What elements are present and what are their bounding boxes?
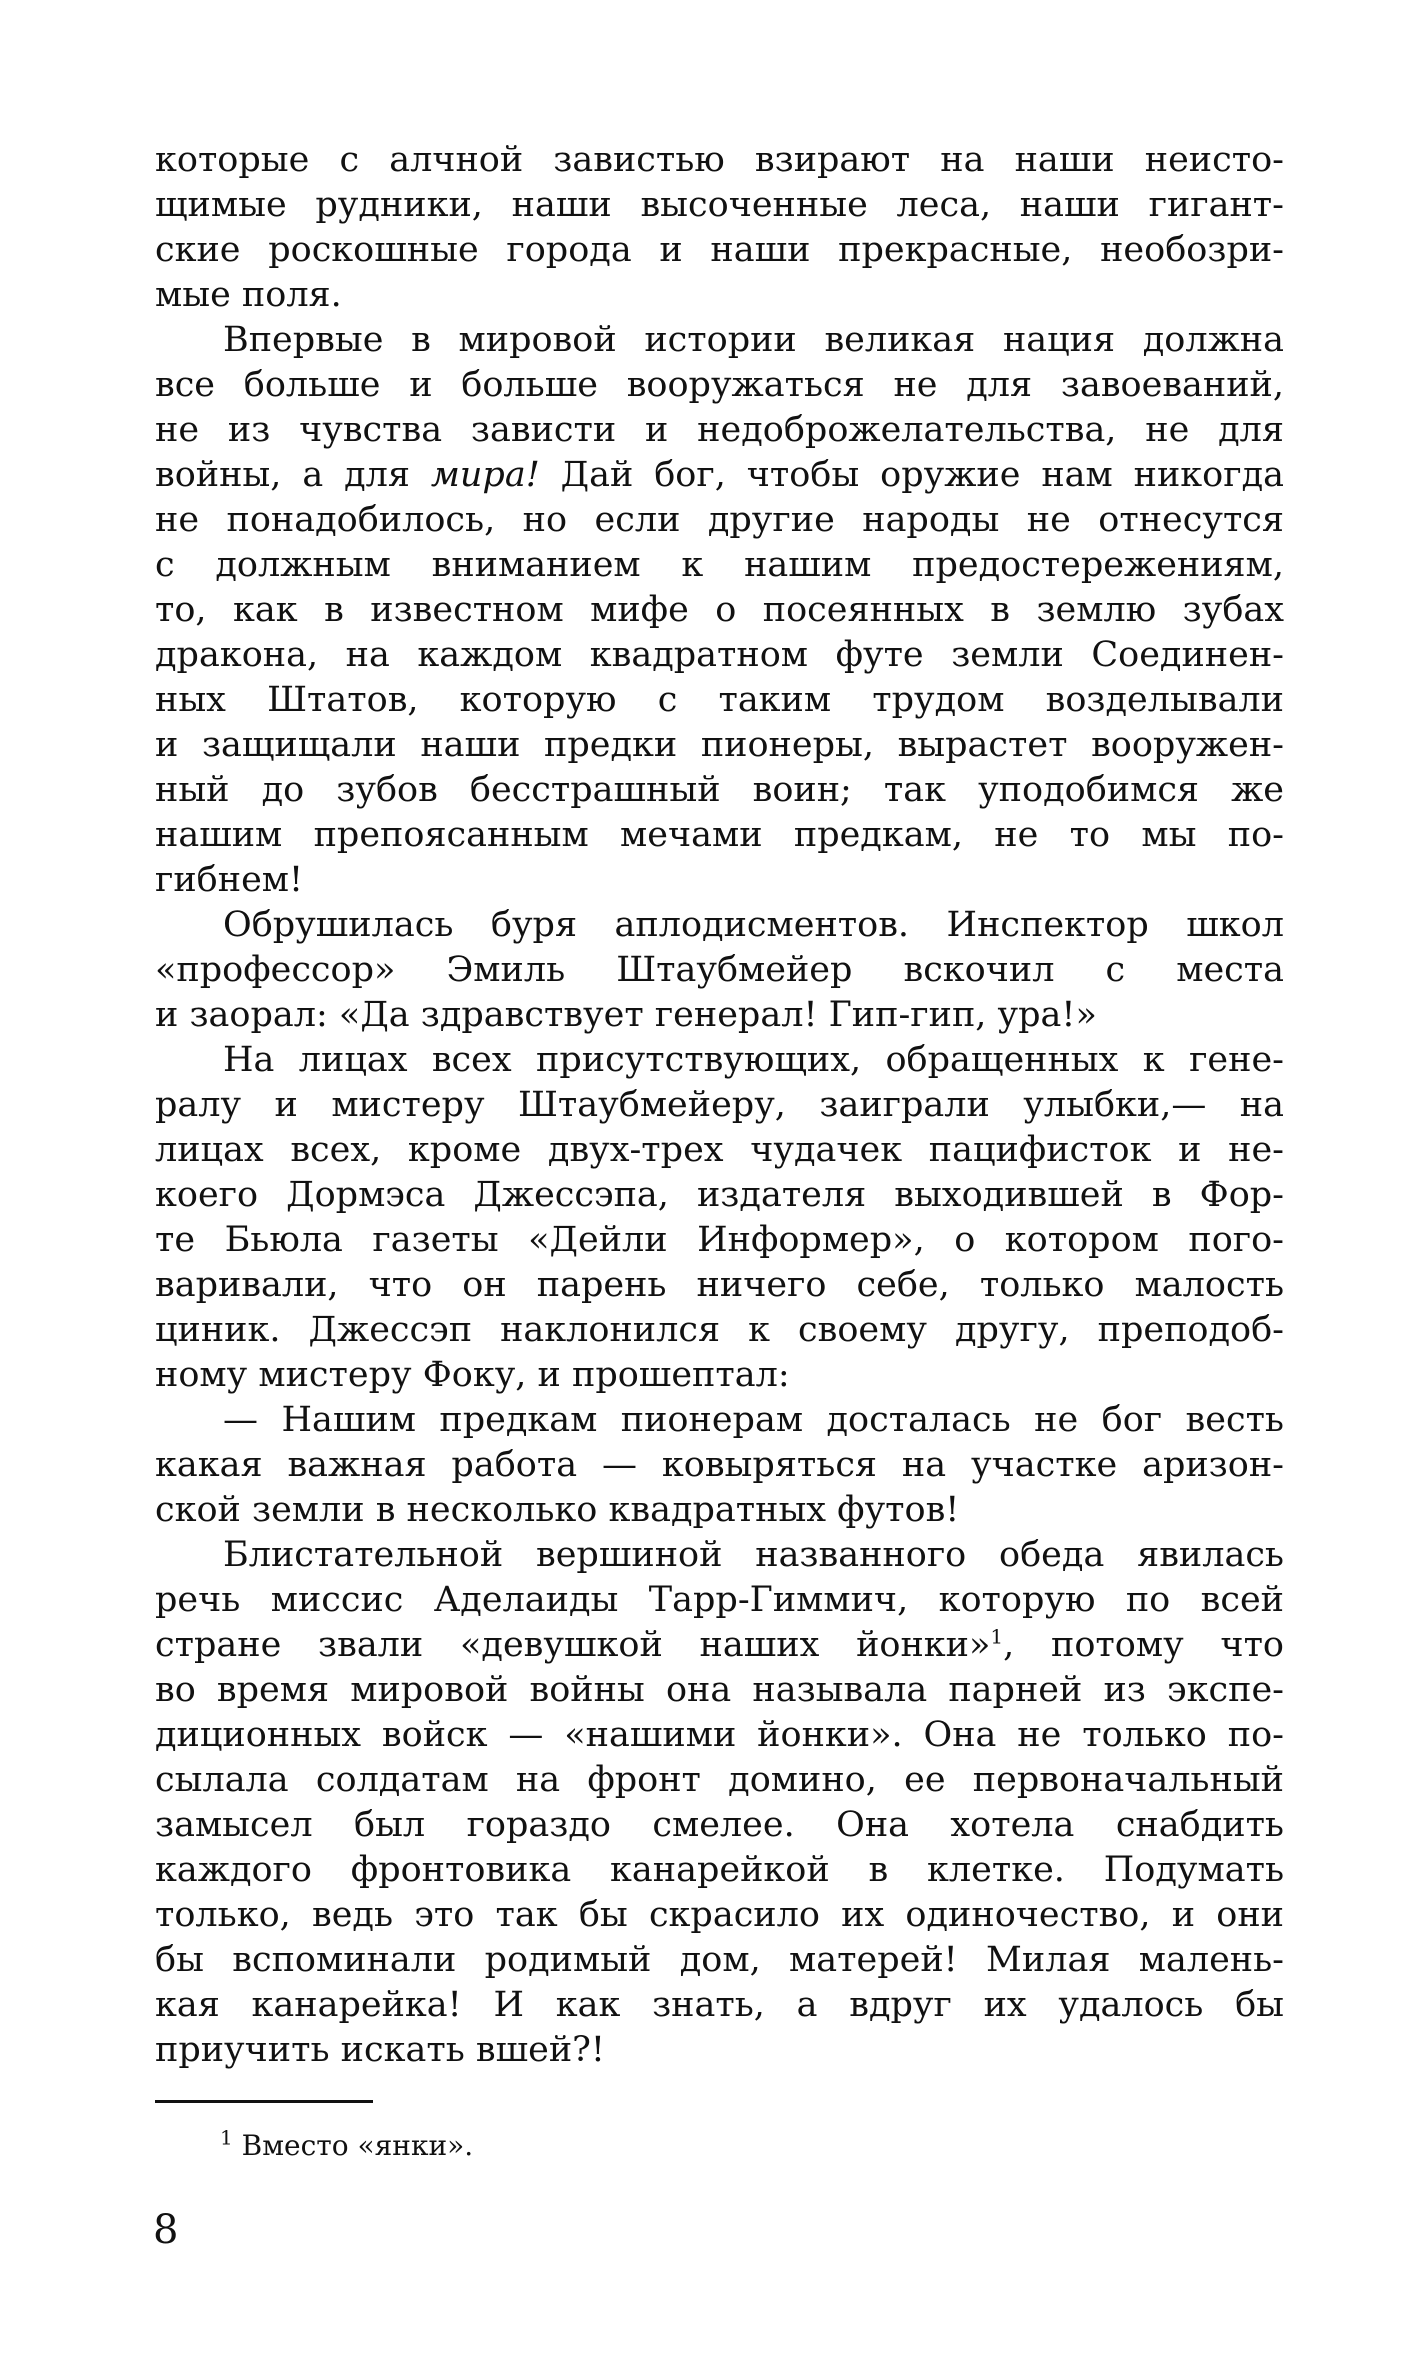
text-run: Дай бог, чтобы оружие нам никогда [539,455,1285,495]
text-line: каждого фронтовика канарейкой в клетке. Подумать [155,1850,1284,1890]
text-run: войны, а для [155,455,431,495]
text-line: и защищали наши предки пионеры, вырастет вооружен- [155,725,1284,765]
footnote [220,2125,474,2164]
text-line: какая важная работа — ковыряться на участке аризон- [155,1445,1284,1485]
page-body [155,138,1284,2073]
text-line: сылала солдатам на фронт домино, ее первоначальный [155,1760,1284,1800]
text-line: Обрушилась буря аплодисментов. Инспектор школ [223,905,1284,945]
text-line: диционных войск — «нашими йонки». Она не только по- [155,1715,1284,1755]
text-line: то, как в известном мифе о посеянных в землю зубах [155,590,1284,630]
page-number: 8 [153,2207,179,2253]
footnote-mark: 1 [220,2125,233,2150]
text-line: приучить искать вшей?! [155,2030,605,2070]
text-line: ный до зубов бесстрашный воин; так уподобимся же [155,770,1284,810]
text-line: «профессор» Эмиль Штаубмейер вскочил с места [155,950,1284,990]
text-line: нашим препоясанным мечами предкам, не то мы по- [155,815,1284,855]
text-line: все больше и больше вооружаться не для завоеваний, [155,365,1284,405]
text-line: не понадобилось, но если другие народы не отнесутся [155,500,1284,540]
text-line: ской земли в несколько квадратных футов! [155,1490,960,1530]
text-line: щимые рудники, наши высоченные леса, наши гигант- [155,185,1284,225]
text-line: бы вспоминали родимый дом, матерей! Милая малень- [155,1940,1284,1980]
text-line: с должным вниманием к нашим предостережениям, [155,545,1284,585]
text-line: ские роскошные города и наши прекрасные, необозри- [155,230,1284,270]
text-line: гибнем! [155,860,304,900]
text-run: , потому что [1003,1625,1284,1665]
text-line: и заорал: «Да здравствует генерал! Гип-гип, ура!» [155,995,1097,1035]
text-run: стране звали «девушкой наших йонки» [155,1625,991,1665]
footnote-reference[interactable]: 1 [990,1624,1004,1649]
text-line: замысел был гораздо смелее. Она хотела снабдить [155,1805,1284,1845]
text-line: те Бьюла газеты «Дейли Информер», о котором пого- [155,1220,1284,1260]
text-line [155,1623,1284,1668]
text-line: циник. Джессэп наклонился к своему другу, преподоб- [155,1310,1284,1350]
text-line: которые с алчной завистью взирают на наши неисто- [155,140,1284,180]
text-line: ралу и мистеру Штаубмейеру, заиграли улыбки,— на [155,1085,1284,1125]
text-line: во время мировой войны она называла парней из экспе- [155,1670,1284,1710]
text-line: только, ведь это так бы скрасило их одиночество, и они [155,1895,1284,1935]
text-line: Блистательной вершиной названного обеда явилась [223,1535,1284,1575]
text-line [155,453,1284,498]
text-line: Впервые в мировой истории великая нация должна [223,320,1284,360]
text-line: дракона, на каждом квадратном футе земли Соединен- [155,635,1284,675]
text-line: ных Штатов, которую с таким трудом возделывали [155,680,1284,720]
text-line: ному мистеру Фоку, и прошептал: [155,1355,790,1395]
text-line: не из чувства зависти и недоброжелательства, не для [155,410,1284,450]
footnote-divider [155,2100,373,2103]
text-line: речь миссис Аделаиды Тарр-Гиммич, которую по всей [155,1580,1284,1620]
text-line: кая канарейка! И как знать, а вдруг их удалось бы [155,1985,1284,2025]
text-line: лицах всех, кроме двух-трех чудачек пацифисток и не- [155,1130,1284,1170]
text-line: — Нашим предкам пионерам досталась не бог весть [223,1400,1284,1440]
text-line: мые поля. [155,275,342,315]
emphasized-word: мира! [430,455,540,495]
text-line: коего Дормэса Джессэпа, издателя выходившей в Фор- [155,1175,1284,1215]
text-line: варивали, что он парень ничего себе, только малость [155,1265,1284,1305]
text-line: На лицах всех присутствующих, обращенных к гене- [223,1040,1284,1080]
footnote-text: Вместо «янки». [241,2129,474,2162]
